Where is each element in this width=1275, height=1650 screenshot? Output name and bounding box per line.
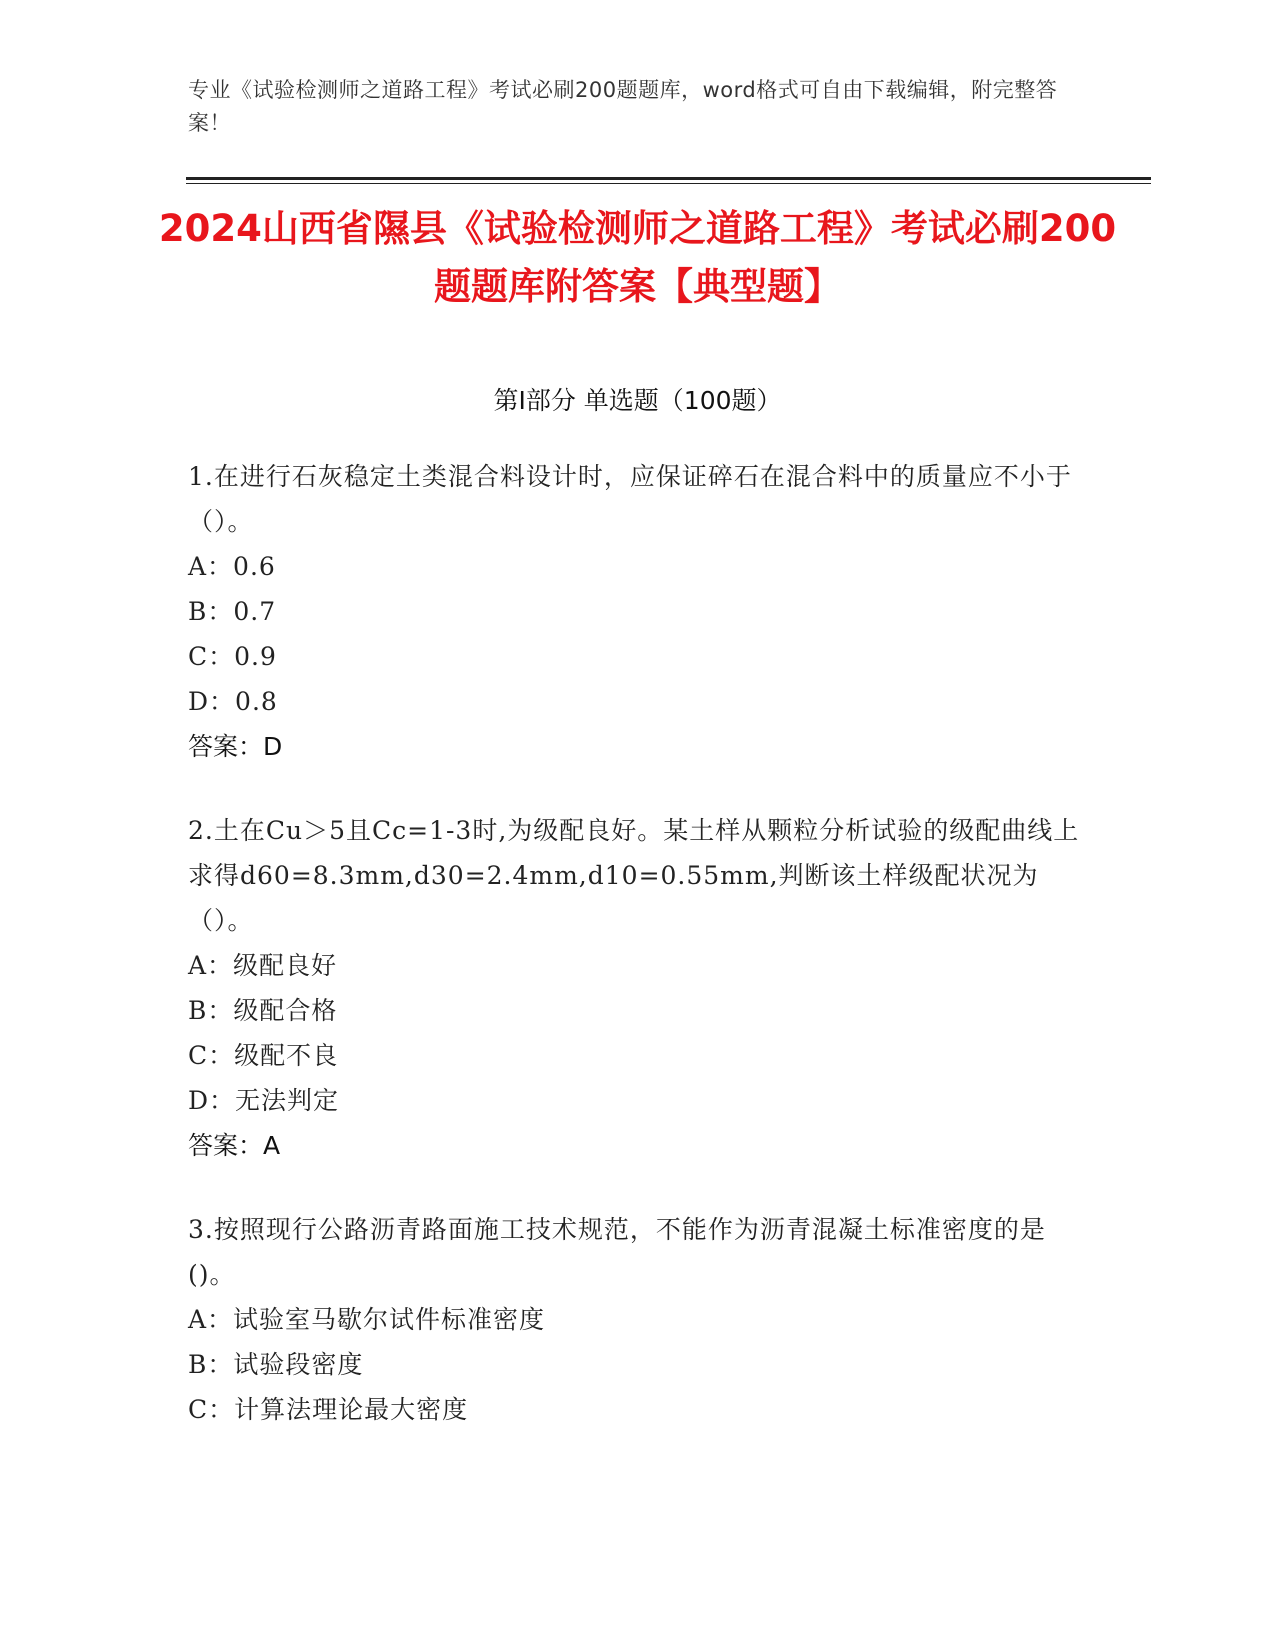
document-title: 2024山西省隰县《试验检测师之道路工程》考试必刷200题题库附答案【典型题】 — [158, 207, 1117, 308]
option-d: D：0.8 — [188, 687, 278, 716]
option-c: C：计算法理论最大密度 — [188, 1395, 469, 1424]
question-2 — [188, 808, 1083, 1168]
option-b: B：试验段密度 — [188, 1350, 364, 1379]
header-divider-thin — [186, 183, 1151, 184]
section-title: 第Ⅰ部分 单选题（100题） — [493, 386, 782, 415]
option-a: A：0.6 — [188, 552, 276, 581]
option-c: C：0.9 — [188, 642, 277, 671]
header-note: 专业《试验检测师之道路工程》考试必刷200题题库，word格式可自由下载编辑，附完整答案！ — [188, 78, 1058, 135]
option-c: C：级配不良 — [188, 1041, 339, 1070]
option-a: A：试验室马歇尔试件标准密度 — [188, 1305, 546, 1334]
option-b: B：级配合格 — [188, 996, 338, 1025]
question-3 — [188, 1207, 1083, 1432]
question-stem: 3.按照现行公路沥青路面施工技术规范，不能作为沥青混凝土标准密度的是()。 — [188, 1215, 1046, 1289]
header-divider-thick — [186, 177, 1151, 180]
answer: 答案：A — [188, 1131, 281, 1160]
option-b: B：0.7 — [188, 597, 277, 626]
option-a: A：级配良好 — [188, 951, 338, 980]
answer: 答案：D — [188, 732, 283, 761]
question-stem: 2.土在Cu＞5且Cc=1-3时,为级配良好。某土样从颗粒分析试验的级配曲线上求得d60=8.3mm,d30=2.4mm,d10=0.55mm,判断该土样级配状况为（）。 — [188, 816, 1080, 935]
option-d: D：无法判定 — [188, 1086, 340, 1115]
question-stem: 1.在进行石灰稳定土类混合料设计时，应保证碎石在混合料中的质量应不小于（）。 — [188, 462, 1072, 536]
question-1 — [188, 454, 1083, 769]
